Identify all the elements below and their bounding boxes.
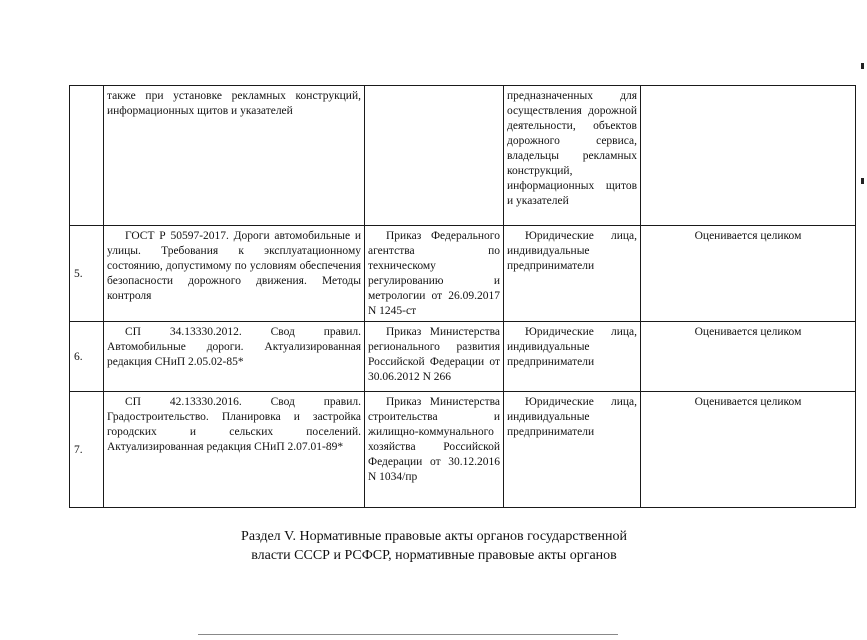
table-row [70,392,856,508]
table-row-continuation [70,86,856,226]
subjects-cell: предназначенных для осуществления дорожной деятельности, объектов дорожного сервиса, владельцы рекламных конструкций, информационных щитов и указателей [504,86,641,226]
regulations-table [69,85,856,508]
evaluation-cell: Оценивается целиком [641,226,856,322]
scan-margin-mark [861,178,864,184]
row-number-cell: 6. [70,322,104,392]
scan-edge-rule [198,634,618,635]
scan-margin-mark [861,63,864,69]
regulation-name-cell: также при установке рекламных конструкций, информационных щитов и указателей [104,86,365,226]
row-number-cell: 7. [70,392,104,508]
regulation-name-cell: СП 34.13330.2012. Свод правил. Автомобильные дороги. Актуализированная редакция СНиП 2.05.02-85* [104,322,365,392]
approving-act-cell: Приказ Министерства строительства и жилищно-коммунального хозяйства Российской Федерации от 30.12.2016 N 1034/пр [365,392,504,508]
section-heading [200,527,668,565]
row-number-cell [70,86,104,226]
table-row [70,226,856,322]
regulation-name-cell: СП 42.13330.2016. Свод правил. Градостроительство. Планировка и застройка городских и сельских поселений. Актуализированная редакция СНиП 2.07.01-89* [104,392,365,508]
section-heading-line: власти СССР и РСФСР, нормативные правовые акты органов [251,548,617,563]
subjects-cell: Юридические лица, индивидуальные предприниматели [504,322,641,392]
table-row [70,322,856,392]
approving-act-cell [365,86,504,226]
regulation-name-cell: ГОСТ Р 50597-2017. Дороги автомобильные и улицы. Требования к эксплуатационному состоянию, допустимому по условиям обеспечения безопасности дорожного движения. Методы контроля [104,226,365,322]
evaluation-cell: Оценивается целиком [641,322,856,392]
section-heading-line: Раздел V. Нормативные правовые акты органов государственной [241,529,627,544]
subjects-cell: Юридические лица, индивидуальные предприниматели [504,392,641,508]
subjects-cell: Юридические лица, индивидуальные предприниматели [504,226,641,322]
row-number-cell: 5. [70,226,104,322]
approving-act-cell: Приказ Федерального агентства по техническому регулированию и метрологии от 26.09.2017 N 1245-ст [365,226,504,322]
evaluation-cell: Оценивается целиком [641,392,856,508]
approving-act-cell: Приказ Министерства регионального развития Российской Федерации от 30.06.2012 N 266 [365,322,504,392]
evaluation-cell [641,86,856,226]
